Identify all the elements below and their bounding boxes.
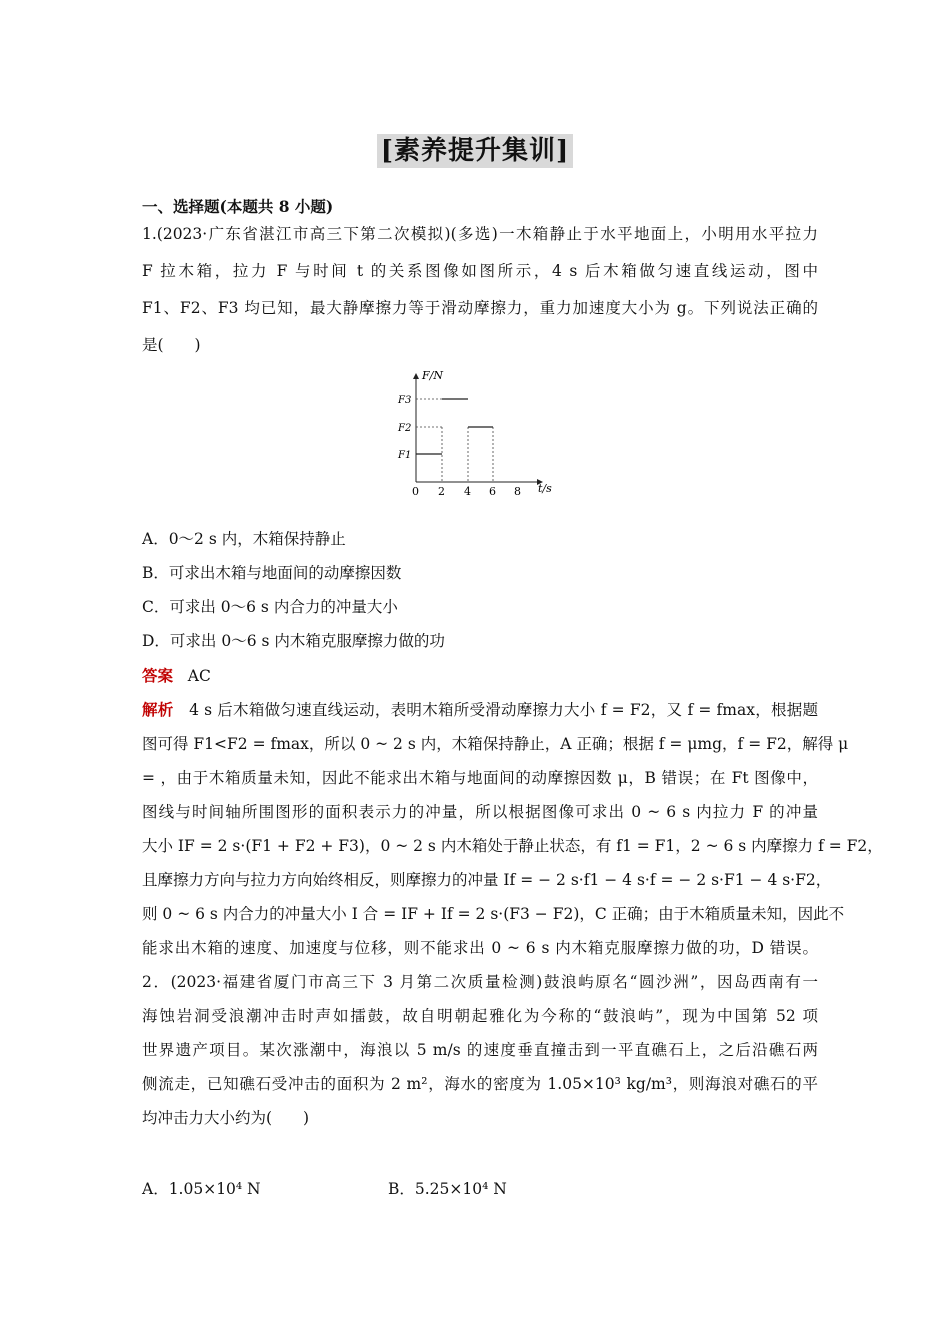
tick-f2: F2: [398, 423, 412, 434]
y-axis-label: F/N: [422, 369, 443, 382]
tick-f1: F1: [398, 450, 412, 461]
force-time-graph: [392, 368, 562, 503]
q1-answer: [142, 664, 211, 686]
tick-x-8: 8: [514, 485, 521, 498]
answer-label: 答案: [142, 666, 174, 685]
tick-x-2: 2: [438, 485, 445, 498]
tick-x-6: 6: [489, 485, 496, 498]
q2-option-b: B．5.25×10⁴ N: [388, 1180, 507, 1198]
page-title: [素养提升集训]: [0, 130, 950, 167]
tick-x-4: 4: [464, 485, 471, 498]
analysis-label: 解析: [142, 700, 174, 719]
q1-option-a: A．0～2 s 内，木箱保持静止: [142, 530, 346, 548]
section-heading: 一、选择题(本题共 8 小题): [142, 197, 334, 216]
q1-line-3: F1、F2、F3 均已知，最大静摩擦力等于滑动摩擦力，重力加速度大小为 g。下列说法正确的: [142, 299, 818, 317]
q1-line-2: F 拉木箱，拉力 F 与时间 t 的关系图像如图所示，4 s 后木箱做匀速直线运动，图中: [142, 262, 818, 280]
q1-option-d: D．可求出 0～6 s 内木箱克服摩擦力做的功: [142, 632, 445, 650]
q1-option-c: C．可求出 0～6 s 内合力的冲量大小: [142, 598, 398, 616]
question-1-stem: [142, 216, 818, 364]
question-2-stem: 2．(2023·福建省厦门市高三下 3 月第二次质量检测)鼓浪屿原名“圆沙洲”，因岛西南有一 海蚀岩洞受浪潮冲击时声如擂鼓，故自明朝起雅化为今称的“鼓浪屿”，现为中国第 52 项 世界遗产项目。某次涨潮中，海浪以 5 m/s 的速度垂直撞击到一平直礁石上，之后沿礁石两 侧流走，已知礁石受冲击的面积为 2 m²，海水的密度为 1.05×10³ kg/m³，则海浪对礁石的平 均冲击力大小约为( ): [142, 973, 818, 1127]
answer-value: AC: [187, 667, 211, 685]
tick-f3: F3: [398, 395, 412, 406]
q1-option-b: B．可求出木箱与地面间的动摩擦因数: [142, 564, 402, 582]
x-axis-label: t/s: [538, 482, 552, 495]
tick-x-0: 0: [412, 485, 419, 498]
q1-line-4: 是( ): [142, 336, 201, 354]
q2-option-a: A．1.05×10⁴ N: [142, 1180, 261, 1198]
q1-line-1: 1.(2023·广东省湛江市高三下第二次模拟)(多选)一木箱静止于水平地面上，小明用水平拉力: [142, 225, 818, 243]
q1-analysis: 解析 4 s 后木箱做匀速直线运动，表明木箱所受滑动摩擦力大小 f = F2，又 f = fmax，根据题 图可得 F1<F2 = fmax，所以 0 ~ 2 s 内，木箱保持静止，A 正确；根据 f = μmg，f = F2，解得 μ = ，由于木箱质量未知，因此不能求出木箱与地面间的动摩擦因数 μ，B 错误；在 Ft 图像中， 图线与时间轴所围图形的面积表示力的冲量，所以根据图像可求出 0 ~ 6 s 内拉力 F 的冲量 大小 IF = 2 s·(F1 + F2 + F3)，0 ~ 2 s 内木箱处于静止状态，有 f1 = F1，2 ~ 6 s 内摩擦力 f = F2， 且摩擦力方向与拉力方向始终相反，则摩擦力的冲量 If = − 2 s·f1 − 4 s·f = − 2 s·F1 − 4 s·F2， 则 0 ~ 6 s 内合力的冲量大小 I 合 = IF + If = 2 s·(F3 − F2)，C 正确；由于木箱质量未知，因此不 能求出木箱的速度、加速度与位移，则不能求出 0 ~ 6 s 内木箱克服摩擦力做的功，D 错误。: [142, 700, 883, 957]
